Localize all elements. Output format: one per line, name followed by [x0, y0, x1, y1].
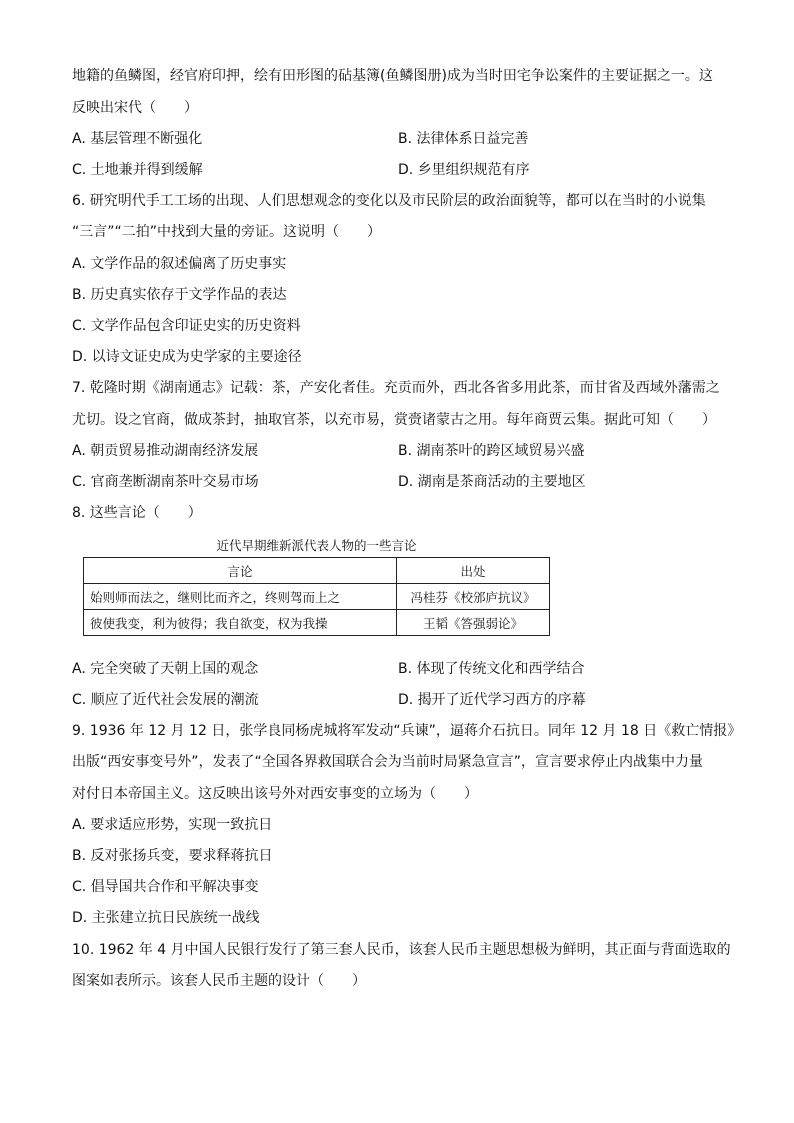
q9-option-a[interactable]: A. 要求适应形势，实现一致抗日 [72, 817, 273, 833]
q6-option-d[interactable]: D. 以诗文证史成为史学家的主要途径 [72, 349, 302, 365]
q5-stem-line-2: 反映出宋代（ ） [72, 100, 198, 116]
q10-stem-line-2: 图案如表所示。该套人民币主题的设计（ ） [72, 973, 366, 989]
table-header-row [84, 558, 550, 584]
table-cell-source: 王韬《答强弱论》 [397, 610, 550, 636]
q8-option-a[interactable]: A. 完全突破了天朝上国的观念 [72, 661, 259, 677]
q6-stem-line-2: “三言”“二拍”中找到大量的旁证。这说明（ ） [72, 224, 382, 240]
table-header-quote: 言论 [84, 558, 397, 584]
table-row [84, 584, 550, 610]
q8-option-b[interactable]: B. 体现了传统文化和西学结合 [398, 661, 585, 677]
q9-stem-line-3: 对付日本帝国主义。这反映出该号外对西安事变的立场为（ ） [72, 786, 478, 802]
q9-option-d[interactable]: D. 主张建立抗日民族统一战线 [72, 910, 260, 926]
q6-option-b[interactable]: B. 历史真实依存于文学作品的表达 [72, 287, 287, 303]
q7-stem-line-2: 尤切。设之官商，做成茶封，抽取官茶，以充市易，赏赍诸蒙古之用。每年商贾云集。据此可知（ ） [72, 412, 716, 428]
q5-stem-line-1: 地籍的鱼鳞图，经官府印押，绘有田形图的砧基簿(鱼鳞图册)成为当时田宅争讼案件的主要证据之一。这 [72, 68, 713, 84]
q7-stem-line-1: 7. 乾隆时期《湖南通志》记载：茶，产安化者佳。充贡而外，西北各省多用此茶，而甘省及西域外藩需之 [72, 380, 720, 396]
q8-quote-table [83, 557, 550, 636]
table-cell-source: 冯桂芬《校邠庐抗议》 [397, 584, 550, 610]
q10-stem-line-1: 10. 1962 年 4 月中国人民银行发行了第三套人民币，该套人民币主题思想极为鲜明，其正面与背面选取的 [72, 942, 731, 958]
q9-stem-line-2: 出版“西安事变号外”，发表了“全国各界救国联合会为当前时局紧急宣言”，宣言要求停止内战集中力量 [72, 754, 704, 770]
q8-stem-line-1: 8. 这些言论（ ） [72, 505, 202, 521]
q5-option-c[interactable]: C. 土地兼并得到缓解 [72, 162, 203, 178]
q5-option-d[interactable]: D. 乡里组织规范有序 [398, 162, 530, 178]
q6-stem-line-1: 6. 研究明代手工工场的出现、人们思想观念的变化以及市民阶层的政治面貌等，都可以在当时的小说集 [72, 193, 706, 209]
q5-option-b[interactable]: B. 法律体系日益完善 [398, 131, 529, 147]
q8-option-d[interactable]: D. 揭开了近代学习西方的序幕 [398, 692, 586, 708]
q9-option-b[interactable]: B. 反对张扬兵变，要求释蒋抗日 [72, 848, 273, 864]
q9-stem-line-1: 9. 1936 年 12 月 12 日，张学良同杨虎城将军发动“兵谏”，逼蒋介石抗日。同年 12 月 18 日《救亡情报》 [72, 723, 742, 739]
table-cell-quote: 彼使我变，利为彼得；我自欲变，权为我操 [84, 610, 397, 636]
q7-option-c[interactable]: C. 官商垄断湖南茶叶交易市场 [72, 474, 259, 490]
q5-option-a[interactable]: A. 基层管理不断强化 [72, 131, 203, 147]
q7-option-b[interactable]: B. 湖南茶叶的跨区域贸易兴盛 [398, 443, 585, 459]
q7-option-d[interactable]: D. 湖南是茶商活动的主要地区 [398, 474, 586, 490]
q6-option-c[interactable]: C. 文学作品包含印证史实的历史资料 [72, 318, 301, 334]
q8-option-c[interactable]: C. 顺应了近代社会发展的潮流 [72, 692, 259, 708]
table-header-source: 出处 [397, 558, 550, 584]
q9-option-c[interactable]: C. 倡导国共合作和平解决事变 [72, 879, 259, 895]
table-row [84, 610, 550, 636]
q6-option-a[interactable]: A. 文学作品的叙述偏离了历史事实 [72, 256, 287, 272]
q7-option-a[interactable]: A. 朝贡贸易推动湖南经济发展 [72, 443, 259, 459]
table-cell-quote: 始则师而法之，继则比而齐之，终则驾而上之 [84, 584, 397, 610]
q8-table-caption: 近代早期维新派代表人物的一些言论 [216, 538, 417, 553]
